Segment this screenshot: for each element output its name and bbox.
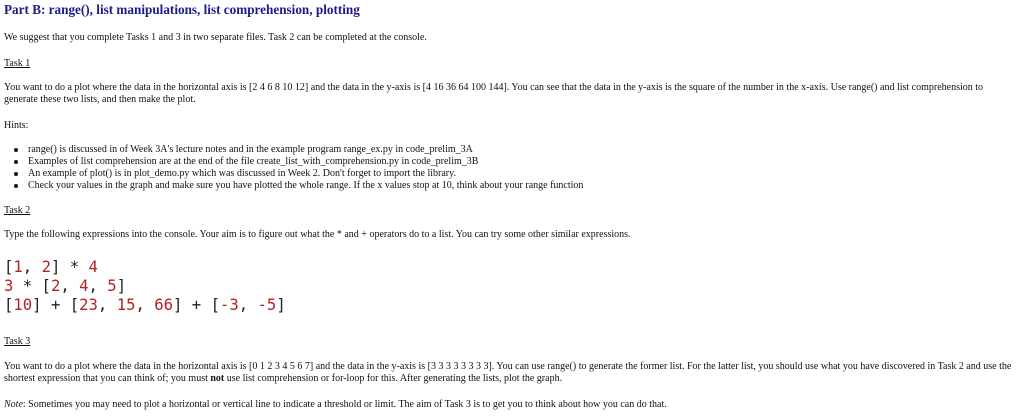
code-number: 2 xyxy=(41,258,51,276)
intro-paragraph: We suggest that you complete Tasks 1 and 3 in two separate files. Task 2 can be completed at the console. xyxy=(4,32,427,43)
code-token: * [ xyxy=(13,277,51,295)
document-page xyxy=(4,2,1018,411)
task3-heading: Task 3 xyxy=(4,336,31,347)
hint-item-list-comprehension: Examples of list comprehension are at the end of the file create_list_with_comprehension.py in code_prelim_3B xyxy=(28,156,1018,168)
code-token: , xyxy=(22,258,42,276)
hint-item-range: range() is discussed in of Week 3A's lecture notes and in the example program range_ex.py in code_prelim_3A xyxy=(28,144,1018,156)
code-number: 3 xyxy=(4,277,14,295)
code-token: , xyxy=(60,277,80,295)
code-number: 4 xyxy=(88,258,98,276)
code-line-3 xyxy=(4,296,1018,315)
task1-description: You want to do a plot where the data in the horizontal axis is [2 4 6 8 10 12] and the data in the y-axis is [4 16 36 64 100 144]. You can see that the data in the y-axis is the square of the number in the x-axis. Use range() and list comprehension to generate these two lists, and then make the plot. xyxy=(4,82,984,105)
code-token: ] + [ xyxy=(173,296,220,314)
code-line-2 xyxy=(4,277,1018,296)
code-token: ] xyxy=(116,277,127,295)
code-line-1 xyxy=(4,258,1018,277)
note-paragraph xyxy=(4,399,1018,411)
task1-heading: Task 1 xyxy=(4,58,31,69)
task2-description: Type the following expressions into the console. Your aim is to figure out what the * and + operators do to a list. You can try some other similar expressions. xyxy=(4,229,631,240)
code-token: ] + [ xyxy=(32,296,80,314)
code-number: 10 xyxy=(13,296,33,314)
code-token: , xyxy=(135,296,155,314)
code-example-block xyxy=(4,258,1018,315)
code-token: , xyxy=(238,296,258,314)
task2-heading: Task 2 xyxy=(4,205,31,216)
code-number: 23 xyxy=(79,296,98,314)
note-text: : Sometimes you may need to plot a horizontal or vertical line to indicate a threshold or limit. The aim of Task 3 is to get you to think about how you can do that. xyxy=(22,399,667,410)
code-token: , xyxy=(97,296,117,314)
code-token: [ xyxy=(4,258,14,276)
hints-list xyxy=(4,144,1018,192)
hint-item-check-values: Check your values in the graph and make sure you have plotted the whole range. If the x values stop at 10, think about your range function xyxy=(28,180,1018,192)
task3-description xyxy=(4,361,1018,385)
code-token: ] xyxy=(276,296,286,314)
code-number: -5 xyxy=(257,296,277,314)
hint-item-plot: An example of plot() is in plot_demo.py which was discussed in Week 2. Don't forget to import the library. xyxy=(28,168,1018,180)
code-number: 66 xyxy=(154,296,174,314)
code-token: [ xyxy=(4,296,14,314)
page-title: Part B: range(), list manipulations, list comprehension, plotting xyxy=(4,2,360,17)
task3-emphasis-not: not xyxy=(210,373,225,384)
task3-text-part2: use list comprehension or for-loop for this. After generating the lists, plot the graph. xyxy=(224,373,563,384)
task3-text-part1: You want to do a plot where the data in the horizontal axis is [0 1 2 3 4 5 6 7] and the data in the y-axis is [3 3 3 3 3 3 3 3]. You can use range() to generate the former list. For the latter list, you should use what you have discovered in Task 2 and use the shortest expression that you can think of; you must xyxy=(4,361,1012,384)
code-number: 1 xyxy=(13,258,23,276)
code-token: , xyxy=(88,277,108,295)
code-number: 4 xyxy=(79,277,89,295)
code-number: 2 xyxy=(50,277,61,295)
code-number: 5 xyxy=(107,277,117,295)
code-token: ] * xyxy=(50,258,89,276)
code-number: -3 xyxy=(219,296,239,314)
note-label: Note xyxy=(4,399,23,410)
code-number: 15 xyxy=(116,296,136,314)
hints-label: Hints: xyxy=(4,120,29,131)
